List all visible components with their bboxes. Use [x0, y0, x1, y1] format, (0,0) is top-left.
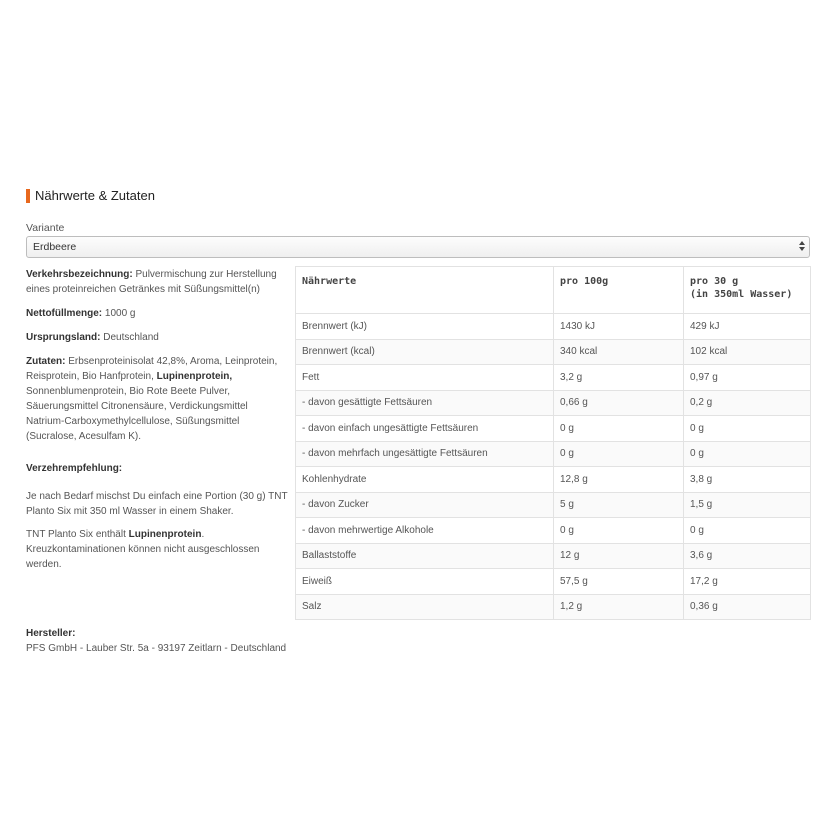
variant-select[interactable] — [26, 236, 810, 258]
nutrient-name: Eiweiß — [296, 569, 554, 595]
nutrient-name: Brennwert (kJ) — [296, 314, 554, 340]
value-per-portion: 0 g — [684, 441, 811, 467]
value-per-100g: 5 g — [554, 492, 684, 518]
header-pro-100g: pro 100g — [554, 267, 684, 314]
value-per-100g: 0 g — [554, 416, 684, 442]
ursprungsland — [26, 330, 288, 345]
nutrient-name: - davon einfach ungesättigte Fettsäuren — [296, 416, 554, 442]
variant-selected-value: Erdbeere — [33, 241, 77, 253]
nutrition-body — [296, 314, 811, 620]
value-per-portion: 0,97 g — [684, 365, 811, 391]
table-row — [296, 492, 811, 518]
nutrient-name: Kohlenhydrate — [296, 467, 554, 493]
manufacturer — [26, 626, 426, 656]
header-in-wasser: (in 350ml Wasser) — [690, 289, 793, 300]
table-row — [296, 416, 811, 442]
variant-label: Variante — [26, 222, 65, 234]
product-info — [26, 267, 288, 572]
value-per-100g: 12,8 g — [554, 467, 684, 493]
nutrient-name: - davon gesättigte Fettsäuren — [296, 390, 554, 416]
manufacturer-label: Hersteller: — [26, 628, 76, 639]
value-per-100g: 3,2 g — [554, 365, 684, 391]
value-per-portion: 429 kJ — [684, 314, 811, 340]
value-per-portion: 0,36 g — [684, 594, 811, 620]
netto-label: Nettofüllmenge: — [26, 308, 103, 319]
header-pro-portion — [684, 267, 811, 314]
verkehr-label: Verkehrsbezeichnung: — [26, 269, 133, 280]
value-per-portion: 17,2 g — [684, 569, 811, 595]
table-row — [296, 314, 811, 340]
nettofuellmenge — [26, 306, 288, 321]
table-row — [296, 365, 811, 391]
nutrient-name: Fett — [296, 365, 554, 391]
nutrient-name: - davon mehrwertige Alkohole — [296, 518, 554, 544]
table-row — [296, 390, 811, 416]
table-row — [296, 467, 811, 493]
value-per-portion: 102 kcal — [684, 339, 811, 365]
value-per-portion: 0,2 g — [684, 390, 811, 416]
section-title: Nährwerte & Zutaten — [26, 189, 155, 203]
table-row — [296, 441, 811, 467]
nutrition-table — [295, 266, 811, 620]
verzehr-label-text: Verzehrempfehlung: — [26, 463, 123, 474]
table-row — [296, 543, 811, 569]
nutrient-name: Salz — [296, 594, 554, 620]
allergen-text-1: TNT Planto Six enthält — [26, 529, 129, 540]
header-pro-30g: pro 30 g — [690, 276, 739, 287]
zutaten-text-1: Erbsenproteinisolat 42,8%, Aroma, Leinprotein, Reisprotein, Bio Hanfprotein, — [26, 356, 278, 382]
table-header-row — [296, 267, 811, 314]
allergen-text-2: . Kreuzkontaminationen können nicht ausgeschlossen werden. — [26, 529, 260, 570]
zutaten-text-2: Sonnenblumenprotein, Bio Rote Beete Pulver, Säuerungsmittel Citronensäure, Verdickungsmittel Natrium-Carboxymethylcellulose, Süßungsmittel (Sucralose, Acesulfam K). — [26, 386, 248, 442]
nutrient-name: - davon mehrfach ungesättigte Fettsäuren — [296, 441, 554, 467]
value-per-100g: 0 g — [554, 441, 684, 467]
value-per-portion: 3,8 g — [684, 467, 811, 493]
nutrient-name: Ballaststoffe — [296, 543, 554, 569]
table-row — [296, 518, 811, 544]
value-per-100g: 12 g — [554, 543, 684, 569]
value-per-100g: 1,2 g — [554, 594, 684, 620]
value-per-100g: 1430 kJ — [554, 314, 684, 340]
value-per-portion: 0 g — [684, 416, 811, 442]
value-per-portion: 0 g — [684, 518, 811, 544]
select-arrows-icon — [799, 241, 805, 253]
zutaten-label: Zutaten: — [26, 356, 66, 367]
value-per-100g: 0,66 g — [554, 390, 684, 416]
value-per-portion: 3,6 g — [684, 543, 811, 569]
value-per-100g: 340 kcal — [554, 339, 684, 365]
header-naehrwerte: Nährwerte — [296, 267, 554, 314]
verkehr-text: Pulvermischung zur Herstellung eines proteinreichen Getränkes mit Süßungsmittel(n) — [26, 269, 277, 295]
zutaten-bold: Lupinenprotein, — [156, 371, 233, 382]
netto-text: 1000 g — [102, 308, 136, 319]
ursprung-label: Ursprungsland: — [26, 332, 101, 343]
verzehr-text: Je nach Bedarf mischst Du einfach eine Portion (30 g) TNT Planto Six mit 350 ml Wasser in einem Shaker. — [26, 491, 288, 517]
table-row — [296, 569, 811, 595]
table-row — [296, 339, 811, 365]
table-row — [296, 594, 811, 620]
zutaten — [26, 354, 288, 444]
nutrient-name: - davon Zucker — [296, 492, 554, 518]
nutrient-name: Brennwert (kcal) — [296, 339, 554, 365]
value-per-100g: 0 g — [554, 518, 684, 544]
manufacturer-text: PFS GmbH - Lauber Str. 5a - 93197 Zeitlarn - Deutschland — [26, 643, 287, 654]
allergen-note — [26, 527, 288, 572]
allergen-bold: Lupinenprotein — [128, 529, 202, 540]
value-per-portion: 1,5 g — [684, 492, 811, 518]
ursprung-text: Deutschland — [100, 332, 159, 343]
value-per-100g: 57,5 g — [554, 569, 684, 595]
verzehr-label — [26, 461, 288, 476]
verkehrsbezeichnung — [26, 267, 288, 297]
